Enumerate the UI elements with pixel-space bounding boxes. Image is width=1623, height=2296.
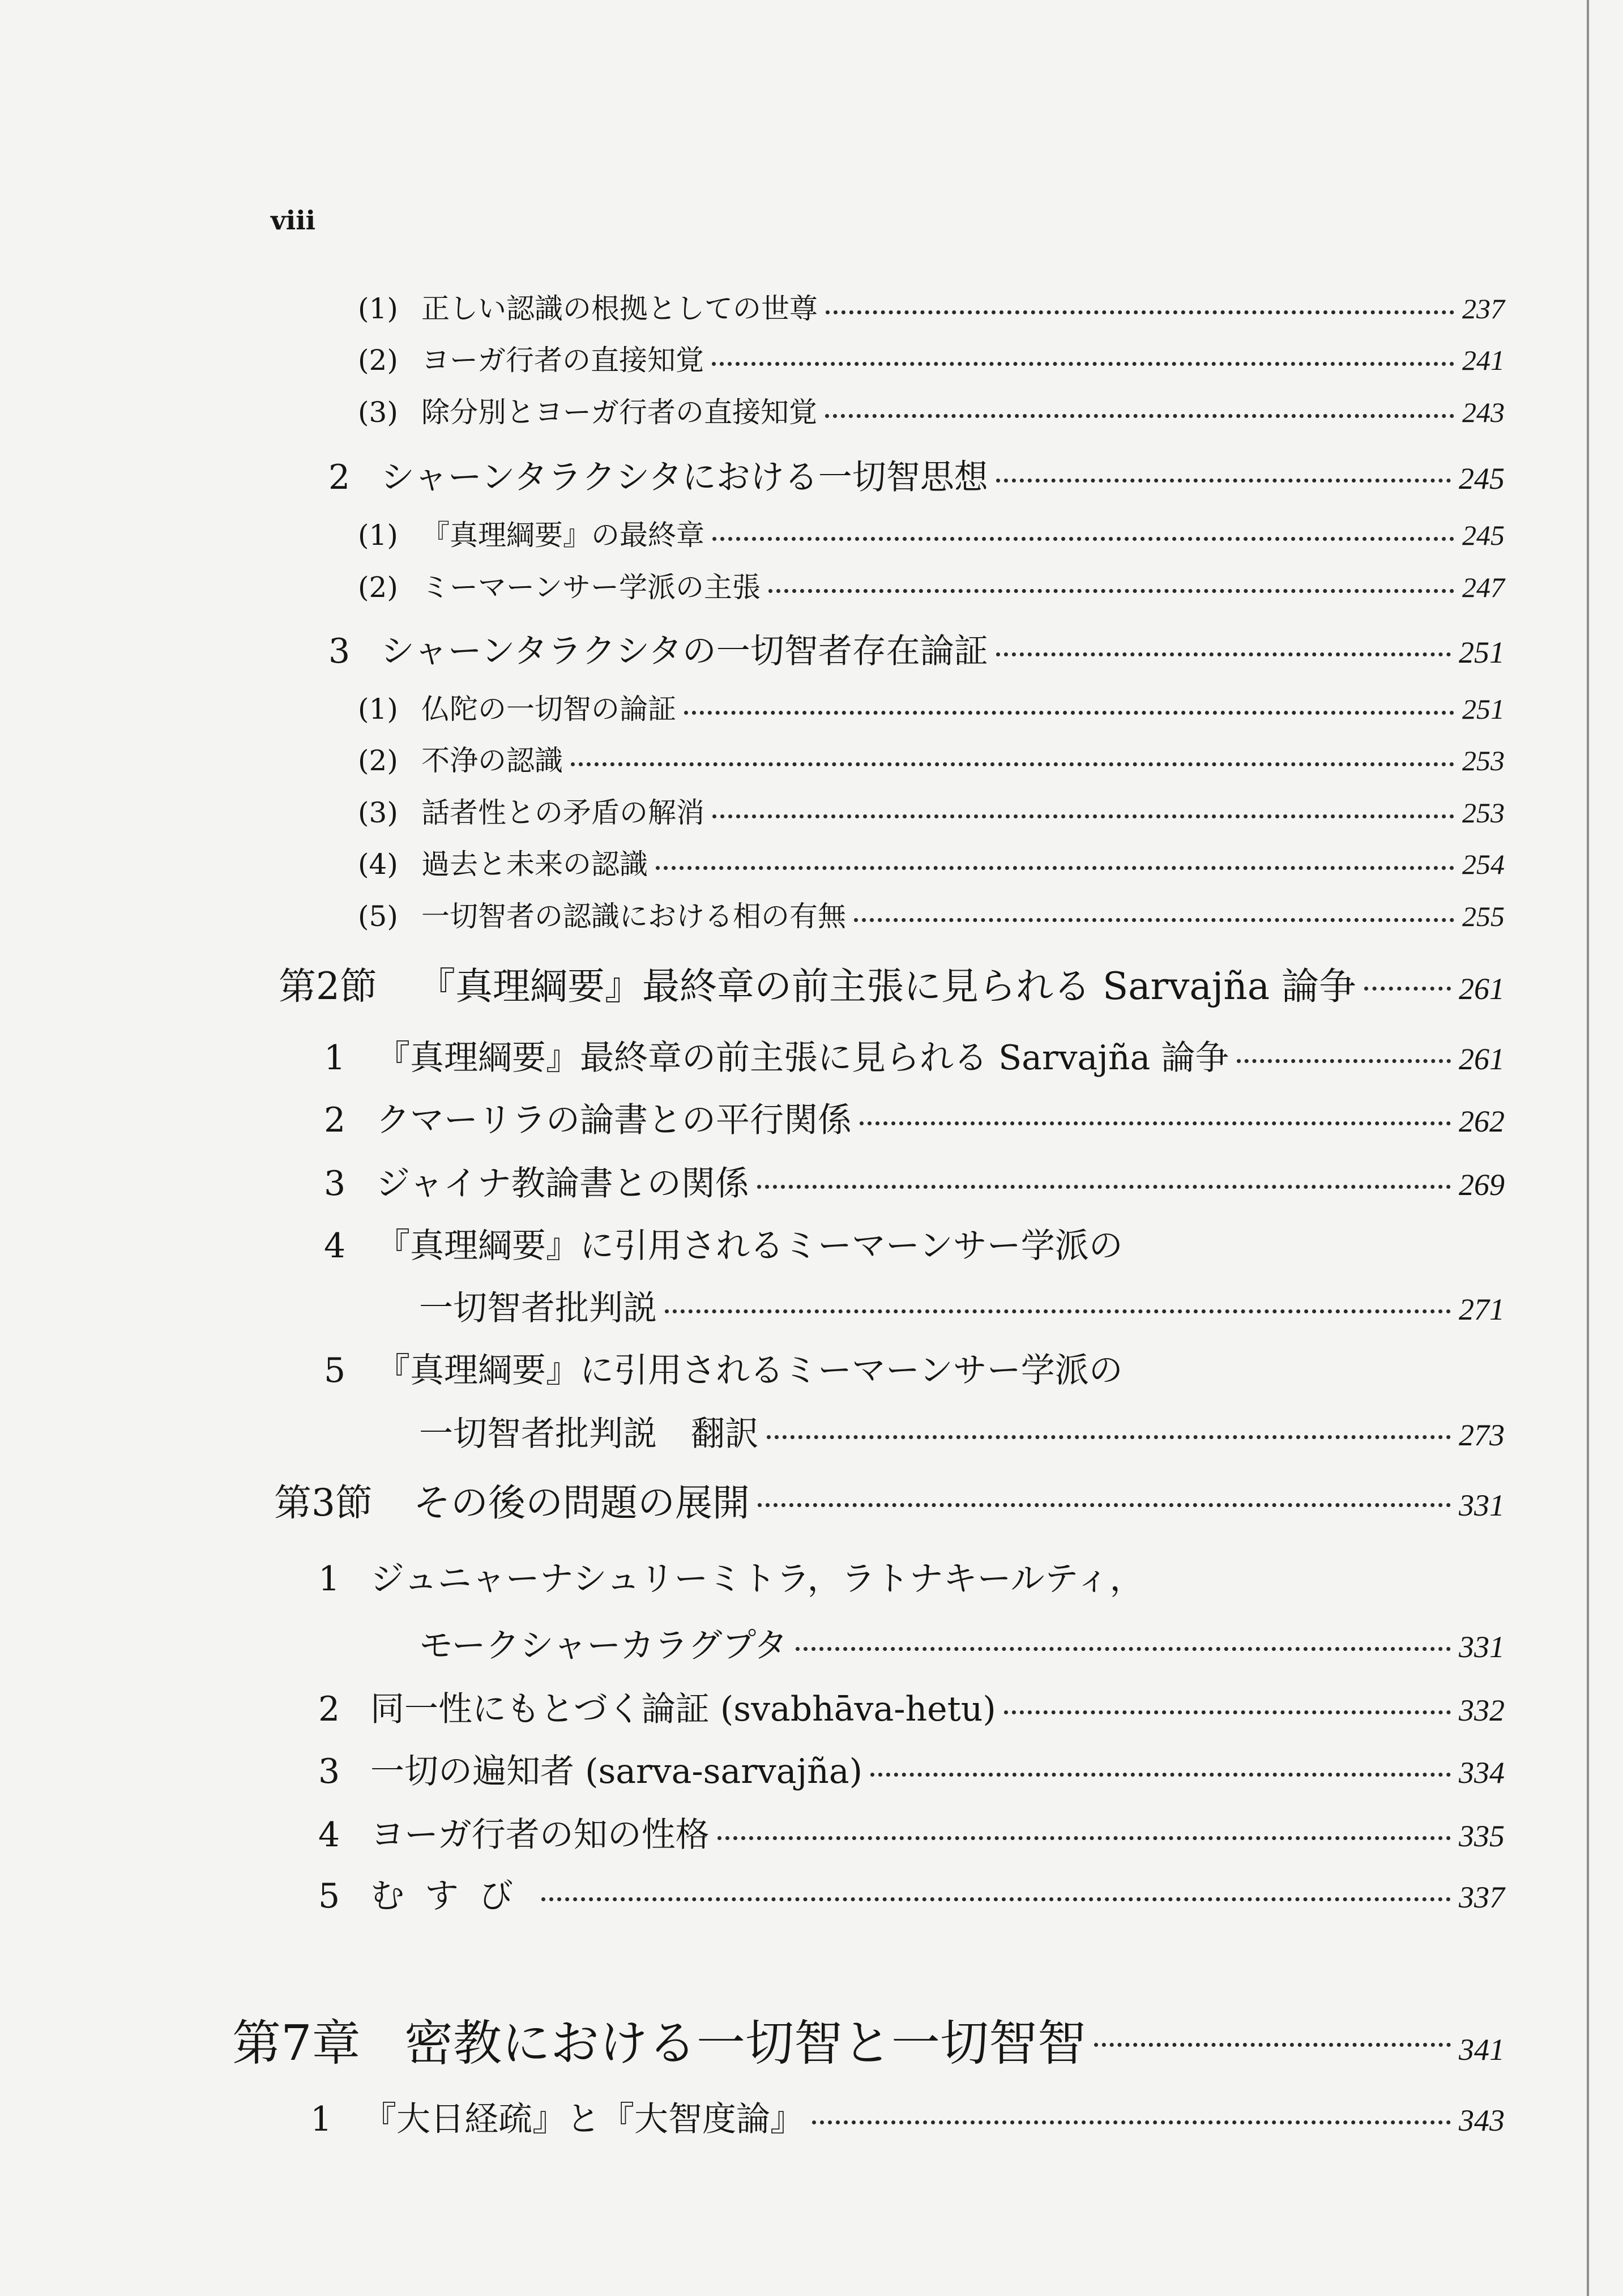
toc-entry	[358, 842, 1505, 882]
toc-entry	[358, 513, 1505, 553]
dot-leader	[826, 310, 1454, 314]
toc-entry	[324, 1343, 1505, 1392]
entry-page: 331	[1459, 1488, 1505, 1522]
entry-title: 正しい認識の根拠としての世尊	[421, 292, 818, 325]
entry-number: (3)	[358, 396, 398, 429]
entry-page: 262	[1459, 1104, 1505, 1138]
entry-number: (2)	[358, 344, 398, 377]
entry-page: 251	[1462, 693, 1505, 725]
dot-leader	[767, 1435, 1451, 1439]
toc-chapter-heading	[232, 2004, 1505, 2074]
toc-entry	[318, 1682, 1505, 1731]
toc-entry	[358, 790, 1505, 831]
entry-number: 3	[324, 1164, 346, 1204]
entry-number: 1	[310, 2099, 332, 2139]
toc-entry	[310, 2092, 1505, 2141]
toc-entry	[358, 738, 1505, 779]
toc-section-heading	[274, 1473, 1505, 1526]
dot-leader	[712, 537, 1454, 541]
dot-leader	[757, 1185, 1451, 1189]
section-title: 『真理綱要』最終章の前主張に見られる Sarvajña 論争	[418, 965, 1357, 1008]
entry-number: (2)	[358, 571, 398, 604]
entry-title: 仏陀の一切智の論証	[421, 693, 676, 725]
entry-number: 5	[324, 1351, 346, 1390]
dot-leader	[796, 1647, 1451, 1651]
dot-leader	[996, 652, 1451, 656]
dot-leader	[1364, 987, 1451, 991]
toc-entry	[318, 1744, 1505, 1793]
entry-page: 337	[1459, 1880, 1505, 1914]
dot-leader	[656, 866, 1454, 870]
toc-entry	[358, 338, 1505, 378]
dot-leader	[684, 711, 1454, 715]
entry-page: 331	[1459, 1630, 1505, 1664]
dot-leader	[854, 918, 1454, 922]
toc-entry	[318, 1869, 1505, 1918]
entry-title: ヨーガ行者の知の性格	[370, 1815, 710, 1855]
entry-title: シャーンタラクシタにおける一切智思想	[381, 458, 988, 497]
entry-title: シャーンタラクシタの一切智者存在論証	[381, 631, 988, 671]
toc-entry-continuation	[419, 1619, 1505, 1667]
entry-number: (1)	[358, 693, 398, 725]
toc-entry	[324, 1031, 1505, 1079]
entry-title: 一切の遍知者 (sarva-sarvajña)	[370, 1752, 863, 1791]
entry-number: 4	[318, 1815, 340, 1855]
entry-title: モークシャーカラグプタ	[419, 1626, 788, 1666]
entry-title: 話者性との矛盾の解消	[421, 796, 704, 829]
entry-page: 273	[1459, 1418, 1505, 1452]
toc-entry	[358, 286, 1505, 327]
entry-title: 『真理綱要』の最終章	[421, 519, 704, 552]
entry-page: 334	[1459, 1756, 1505, 1790]
entry-page: 247	[1462, 571, 1505, 603]
dot-leader	[665, 1309, 1451, 1313]
entry-title: 一切智者の認識における相の有無	[421, 900, 846, 933]
entry-page: 332	[1459, 1693, 1505, 1727]
entry-page: 261	[1459, 1042, 1505, 1076]
toc-entry-continuation	[419, 1281, 1505, 1330]
entry-title: 一切智者批判説 翻訳	[419, 1414, 759, 1454]
entry-number: 2	[328, 458, 351, 497]
toc-entry	[324, 1219, 1505, 1268]
entry-title: 同一性にもとづく論証 (svabhāva-hetu)	[370, 1689, 996, 1729]
entry-number: 1	[324, 1038, 346, 1078]
entry-page: 245	[1459, 462, 1505, 496]
dot-leader	[768, 589, 1454, 593]
section-number: 第2節	[279, 965, 377, 1008]
entry-page: 245	[1462, 519, 1505, 551]
entry-number: 2	[324, 1100, 346, 1140]
section-title: その後の問題の展開	[413, 1481, 750, 1525]
entry-title: クマーリラの論書との平行関係	[376, 1100, 852, 1140]
entry-number: 2	[318, 1689, 340, 1729]
toc-entry	[328, 450, 1505, 499]
toc-entry	[324, 1156, 1505, 1205]
entry-page: 253	[1462, 797, 1505, 829]
entry-number: 3	[318, 1752, 340, 1791]
page-edge-shadow	[1587, 0, 1623, 2296]
entry-title: 過去と未来の認識	[421, 848, 648, 881]
dot-leader	[860, 1121, 1451, 1125]
entry-title: ミーマーンサー学派の主張	[421, 571, 761, 604]
entry-page: 269	[1459, 1168, 1505, 1202]
entry-page: 241	[1462, 344, 1505, 376]
dot-leader	[996, 479, 1451, 483]
entry-page: 237	[1462, 293, 1505, 325]
entry-title: ジャイナ教論書との関係	[376, 1164, 749, 1204]
entry-number: 3	[328, 631, 351, 671]
entry-page: 255	[1462, 901, 1505, 932]
section-number: 第3節	[274, 1481, 373, 1525]
entry-page: 341	[1459, 2033, 1505, 2067]
entry-title: 『真理綱要』に引用されるミーマーンサー学派の	[376, 1226, 1123, 1266]
entry-title: 『大日経疏』と『大智度論』	[362, 2099, 804, 2139]
toc-entry	[318, 1552, 1505, 1601]
dot-leader	[717, 1836, 1451, 1840]
chapter-title: 密教における一切智と一切智智	[404, 2015, 1086, 2072]
entry-number: (1)	[358, 292, 398, 325]
entry-page: 251	[1459, 635, 1505, 669]
entry-title: むすび	[370, 1876, 533, 1916]
toc-entry	[328, 624, 1505, 673]
dot-leader	[758, 1503, 1451, 1507]
dot-leader	[712, 362, 1454, 366]
dot-leader	[712, 814, 1454, 818]
toc-entry	[358, 390, 1505, 430]
entry-title: ジュニャーナシュリーミトラ，ラトナキールティ，	[370, 1559, 1144, 1599]
entry-page: 271	[1459, 1292, 1505, 1326]
entry-page: 253	[1462, 745, 1505, 776]
entry-number: 1	[318, 1559, 340, 1599]
entry-title: 除分別とヨーガ行者の直接知覚	[421, 396, 817, 429]
dot-leader	[1237, 1059, 1451, 1063]
dot-leader	[1094, 2043, 1451, 2047]
entry-number: (5)	[358, 900, 398, 933]
entry-number: (4)	[358, 848, 398, 881]
dot-leader	[1004, 1710, 1451, 1714]
toc-entry-continuation	[419, 1407, 1505, 1456]
chapter-number: 第7章	[232, 2015, 361, 2072]
page-folio: viii	[271, 205, 316, 236]
toc-section-heading	[279, 956, 1505, 1010]
entry-page: 254	[1462, 848, 1505, 880]
entry-title: ヨーガ行者の直接知覚	[421, 344, 704, 377]
entry-page: 243	[1462, 396, 1505, 428]
dot-leader	[541, 1897, 1451, 1901]
entry-number: 4	[324, 1226, 346, 1266]
entry-title: 『真理綱要』に引用されるミーマーンサー学派の	[376, 1351, 1123, 1390]
toc-entry	[358, 894, 1505, 934]
dot-leader	[825, 414, 1454, 418]
entry-number: (3)	[358, 796, 398, 829]
dot-leader	[870, 1773, 1451, 1777]
entry-number: 5	[318, 1876, 340, 1916]
entry-number: (1)	[358, 519, 398, 552]
dot-leader	[571, 762, 1454, 766]
entry-page: 343	[1459, 2103, 1505, 2137]
entry-title: 不浄の認識	[421, 744, 563, 777]
dot-leader	[812, 2120, 1451, 2124]
entry-page: 335	[1459, 1819, 1505, 1853]
entry-title: 一切智者批判説	[419, 1288, 657, 1328]
toc-entry	[358, 686, 1505, 727]
toc-entry	[324, 1093, 1505, 1142]
toc-entry	[318, 1808, 1505, 1857]
toc-entry	[358, 565, 1505, 605]
entry-number: (2)	[358, 744, 398, 777]
entry-page: 261	[1459, 972, 1505, 1006]
entry-title: 『真理綱要』最終章の前主張に見られる Sarvajña 論争	[376, 1038, 1229, 1078]
